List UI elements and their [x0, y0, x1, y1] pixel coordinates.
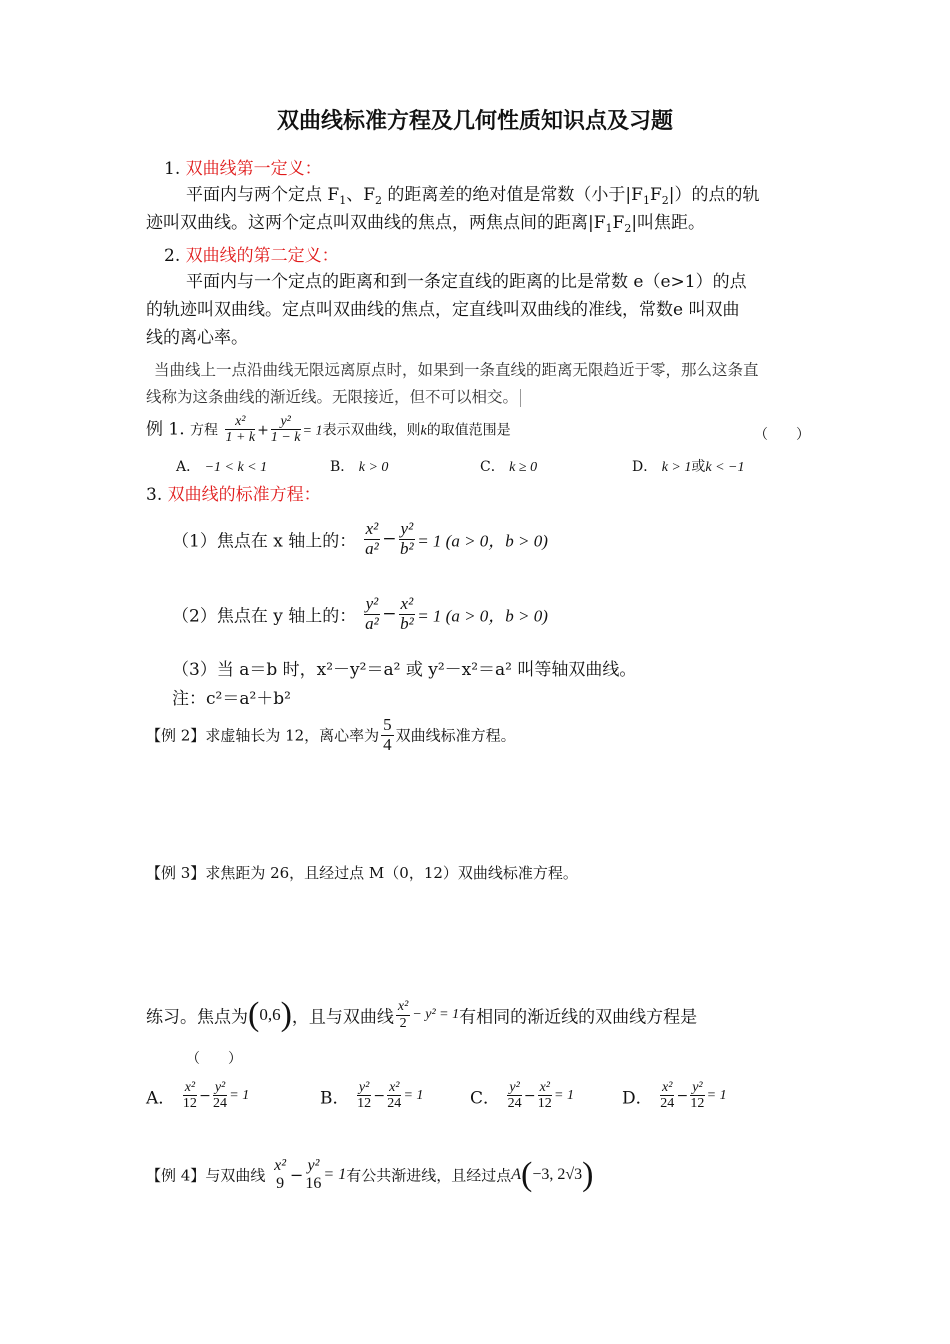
section-number: 1.	[164, 159, 181, 179]
section-heading-text: 双曲线第一定义：	[185, 159, 322, 179]
example-label: 例 1.	[146, 419, 185, 440]
section-1-line-1: 平面内与两个定点 $F_1$、$F_2$ 的距离差的绝对值是常数（小于$|F_1F_2|$）的点的轨	[186, 185, 760, 207]
example-2: 【例 2】求虚轴长为 12，离心率为 $\frac{5}{4}$ 双曲线标准方程。	[146, 715, 516, 754]
practice-question: 练习。焦点为(0,6)，且与双曲线 $\frac{\text{x²}}{2}$ − y² = 1有相同的渐近线的双曲线方程是	[146, 996, 698, 1033]
standard-form-x-axis: （1）焦点在 x 轴上的： $\frac{\text{x²}}{\text{a²}}$ − $\frac{\text{y²}}{\text{b²}}$ = 1 (a > 0，b > 0)	[172, 519, 548, 558]
section-1-line-2: 迹叫双曲线。这两个定点叫双曲线的焦点，两焦点间的距离$|F_1F_2|$叫焦距。	[146, 213, 706, 235]
practice-answer-paren: （ ）	[186, 1051, 242, 1067]
example-1: 例 1. 方程 $\frac{\text{x²}}{1 + k}$ + $\frac{\text{y²}}{1 - k}$ = 1表示双曲线，则k的取值范围是	[146, 414, 511, 446]
example-1-answer-paren: （ ）	[754, 427, 810, 443]
example-1-option-a: A． −1 < k < 1	[176, 459, 268, 475]
page-title: 双曲线标准方程及几何性质知识点及习题	[276, 108, 673, 134]
section-2-line-1: 平面内与一个定点的距离和到一条定直线的距离的比是常数 e（e>1）的点	[186, 272, 747, 292]
example-1-option-d: D． k > 1或k < −1	[632, 459, 745, 475]
asymptote-note-line-2: 线称为这条曲线的渐近线。无限接近，但不可以相交。	[146, 384, 521, 411]
section-1-heading	[164, 154, 322, 179]
practice-option-a: A． $\frac{\text{x²}}{12}$ − $\frac{\text{y²}}{24}$ = 1	[146, 1080, 250, 1112]
example-1-option-c: C． k ≥ 0	[480, 459, 538, 475]
practice-option-c: C． $\frac{\text{y²}}{24}$ − $\frac{\text{x²}}{12}$ = 1	[470, 1080, 574, 1112]
equilateral-hyperbola-line: （3）当 a＝b 时，x²－y²＝a² 或 y²－x²＝a² 叫等轴双曲线。	[172, 660, 637, 680]
standard-form-y-axis: （2）焦点在 y 轴上的： $\frac{\text{y²}}{\text{a²}}$ − $\frac{\text{x²}}{\text{b²}}$ = 1 (a > 0，b > 0)	[172, 594, 548, 633]
example-label: 【例 2】	[146, 726, 206, 745]
section-heading-text: 双曲线的第二定义：	[185, 246, 339, 266]
asymptote-note-line-1: 当曲线上一点沿曲线无限远离原点时，如果到一条直线的距离无限趋近于零，那么这条直	[154, 361, 759, 379]
example-label: 【例 4】	[146, 1166, 206, 1185]
section-2-heading	[164, 241, 339, 266]
example-3: 【例 3】求焦距为 26，且经过点 M（0，12）双曲线标准方程。	[146, 864, 578, 882]
section-2-line-3: 线的离心率。	[146, 328, 248, 348]
section-heading-text: 双曲线的标准方程：	[167, 485, 321, 505]
section-number: 2.	[164, 246, 181, 266]
example-1-option-b: B． k > 0	[330, 459, 389, 475]
example-label: 【例 3】	[146, 864, 206, 882]
practice-option-d: D． $\frac{\text{x²}}{24}$ − $\frac{\text{y²}}{12}$ = 1	[622, 1080, 727, 1112]
practice-option-b: B． $\frac{\text{y²}}{12}$ − $\frac{\text{x²}}{24}$ = 1	[320, 1080, 424, 1112]
text-cursor	[520, 389, 521, 407]
example-4: 【例 4】与双曲线 x² 9 − y² 16 = 1有公共渐进线，且经过点A(−3, 2√3)	[146, 1156, 594, 1193]
note-c-squared: 注：c²＝a²＋b²	[172, 689, 291, 709]
section-2-line-2: 的轨迹叫双曲线。定点叫双曲线的焦点，定直线叫双曲线的准线，常数e 叫双曲	[146, 300, 740, 320]
section-3-heading	[146, 480, 321, 505]
section-number: 3.	[146, 485, 163, 505]
